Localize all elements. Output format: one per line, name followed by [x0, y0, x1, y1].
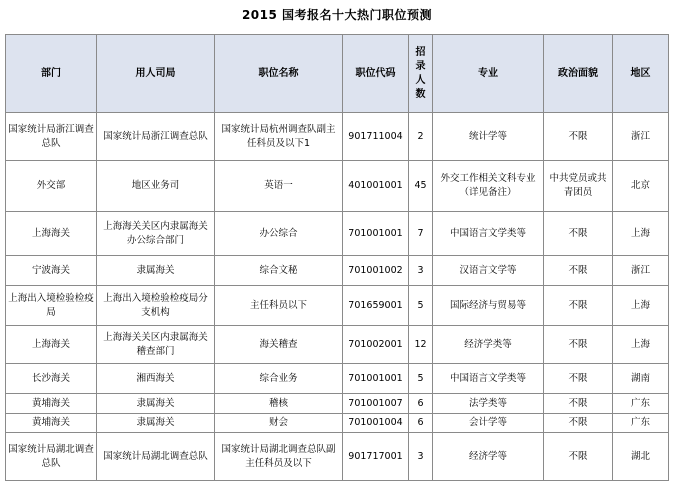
cell-major: 统计学等	[433, 113, 544, 161]
cell-politics: 不限	[544, 326, 613, 364]
cell-politics: 中共党员或共青团员	[544, 161, 613, 212]
cell-region: 北京	[613, 161, 669, 212]
table-row	[6, 286, 669, 326]
cell-position: 综合文秘	[215, 256, 343, 286]
cell-bureau: 上海海关关区内隶属海关稽查部门	[97, 326, 215, 364]
cell-region: 广东	[613, 414, 669, 433]
cell-dept: 宁波海关	[6, 256, 97, 286]
header-major: 专业	[433, 35, 544, 113]
header-politics: 政治面貌	[544, 35, 613, 113]
cell-position: 国家统计局湖北调查总队副主任科员及以下	[215, 433, 343, 481]
cell-code: 701002001	[343, 326, 409, 364]
cell-dept: 长沙海关	[6, 364, 97, 394]
header-region: 地区	[613, 35, 669, 113]
cell-politics: 不限	[544, 113, 613, 161]
cell-dept: 黄埔海关	[6, 394, 97, 414]
cell-dept: 国家统计局湖北调查总队	[6, 433, 97, 481]
cell-position: 海关稽查	[215, 326, 343, 364]
cell-code: 901711004	[343, 113, 409, 161]
cell-position: 综合业务	[215, 364, 343, 394]
cell-major: 经济学等	[433, 433, 544, 481]
cell-quota: 45	[409, 161, 433, 212]
table-row	[6, 414, 669, 433]
table-row	[6, 433, 669, 481]
cell-politics: 不限	[544, 364, 613, 394]
cell-major: 国际经济与贸易等	[433, 286, 544, 326]
cell-major: 汉语言文学等	[433, 256, 544, 286]
cell-quota: 5	[409, 364, 433, 394]
cell-major: 外交工作相关文科专业（详见备注）	[433, 161, 544, 212]
cell-code: 701001001	[343, 212, 409, 256]
cell-position: 财会	[215, 414, 343, 433]
header-row	[6, 35, 669, 113]
cell-bureau: 湘西海关	[97, 364, 215, 394]
header-bureau: 用人司局	[97, 35, 215, 113]
cell-major: 中国语言文学类等	[433, 364, 544, 394]
cell-politics: 不限	[544, 256, 613, 286]
table-row	[6, 364, 669, 394]
table-row	[6, 212, 669, 256]
cell-politics: 不限	[544, 433, 613, 481]
cell-position: 办公综合	[215, 212, 343, 256]
table-row	[6, 113, 669, 161]
cell-bureau: 国家统计局浙江调查总队	[97, 113, 215, 161]
cell-quota: 6	[409, 394, 433, 414]
cell-region: 广东	[613, 394, 669, 414]
cell-code: 701001004	[343, 414, 409, 433]
cell-bureau: 上海海关关区内隶属海关办公综合部门	[97, 212, 215, 256]
cell-politics: 不限	[544, 212, 613, 256]
cell-major: 法学类等	[433, 394, 544, 414]
cell-politics: 不限	[544, 414, 613, 433]
cell-bureau: 地区业务司	[97, 161, 215, 212]
cell-quota: 2	[409, 113, 433, 161]
cell-code: 901717001	[343, 433, 409, 481]
cell-dept: 上海海关	[6, 326, 97, 364]
table-row	[6, 326, 669, 364]
cell-region: 湖北	[613, 433, 669, 481]
table-row	[6, 394, 669, 414]
cell-region: 上海	[613, 326, 669, 364]
cell-major: 经济学类等	[433, 326, 544, 364]
header-dept: 部门	[6, 35, 97, 113]
cell-dept: 国家统计局浙江调查总队	[6, 113, 97, 161]
cell-dept: 黄埔海关	[6, 414, 97, 433]
cell-dept: 上海出入境检验检疫局	[6, 286, 97, 326]
cell-bureau: 国家统计局湖北调查总队	[97, 433, 215, 481]
cell-quota: 6	[409, 414, 433, 433]
cell-region: 上海	[613, 212, 669, 256]
cell-position: 主任科员以下	[215, 286, 343, 326]
cell-quota: 7	[409, 212, 433, 256]
cell-code: 701001002	[343, 256, 409, 286]
cell-major: 中国语言文学类等	[433, 212, 544, 256]
cell-code: 401001001	[343, 161, 409, 212]
cell-bureau: 隶属海关	[97, 256, 215, 286]
cell-dept: 上海海关	[6, 212, 97, 256]
job-table	[5, 34, 669, 481]
cell-quota: 3	[409, 256, 433, 286]
cell-bureau: 隶属海关	[97, 394, 215, 414]
table-row	[6, 256, 669, 286]
cell-position: 稽核	[215, 394, 343, 414]
cell-politics: 不限	[544, 394, 613, 414]
cell-quota: 3	[409, 433, 433, 481]
cell-dept: 外交部	[6, 161, 97, 212]
page-title: 2015 国考报名十大热门职位预测	[241, 8, 433, 22]
table-row	[6, 161, 669, 212]
cell-code: 701001001	[343, 364, 409, 394]
cell-politics: 不限	[544, 286, 613, 326]
cell-code: 701001007	[343, 394, 409, 414]
cell-quota: 12	[409, 326, 433, 364]
cell-major: 会计学等	[433, 414, 544, 433]
cell-bureau: 隶属海关	[97, 414, 215, 433]
header-position: 职位名称	[215, 35, 343, 113]
header-quota: 招录人数	[409, 35, 433, 113]
cell-region: 上海	[613, 286, 669, 326]
cell-position: 国家统计局杭州调查队副主任科员及以下1	[215, 113, 343, 161]
cell-code: 701659001	[343, 286, 409, 326]
cell-bureau: 上海出入境检验检疫局分支机构	[97, 286, 215, 326]
header-code: 职位代码	[343, 35, 409, 113]
cell-region: 浙江	[613, 113, 669, 161]
cell-region: 湖南	[613, 364, 669, 394]
cell-region: 浙江	[613, 256, 669, 286]
cell-quota: 5	[409, 286, 433, 326]
cell-position: 英语一	[215, 161, 343, 212]
